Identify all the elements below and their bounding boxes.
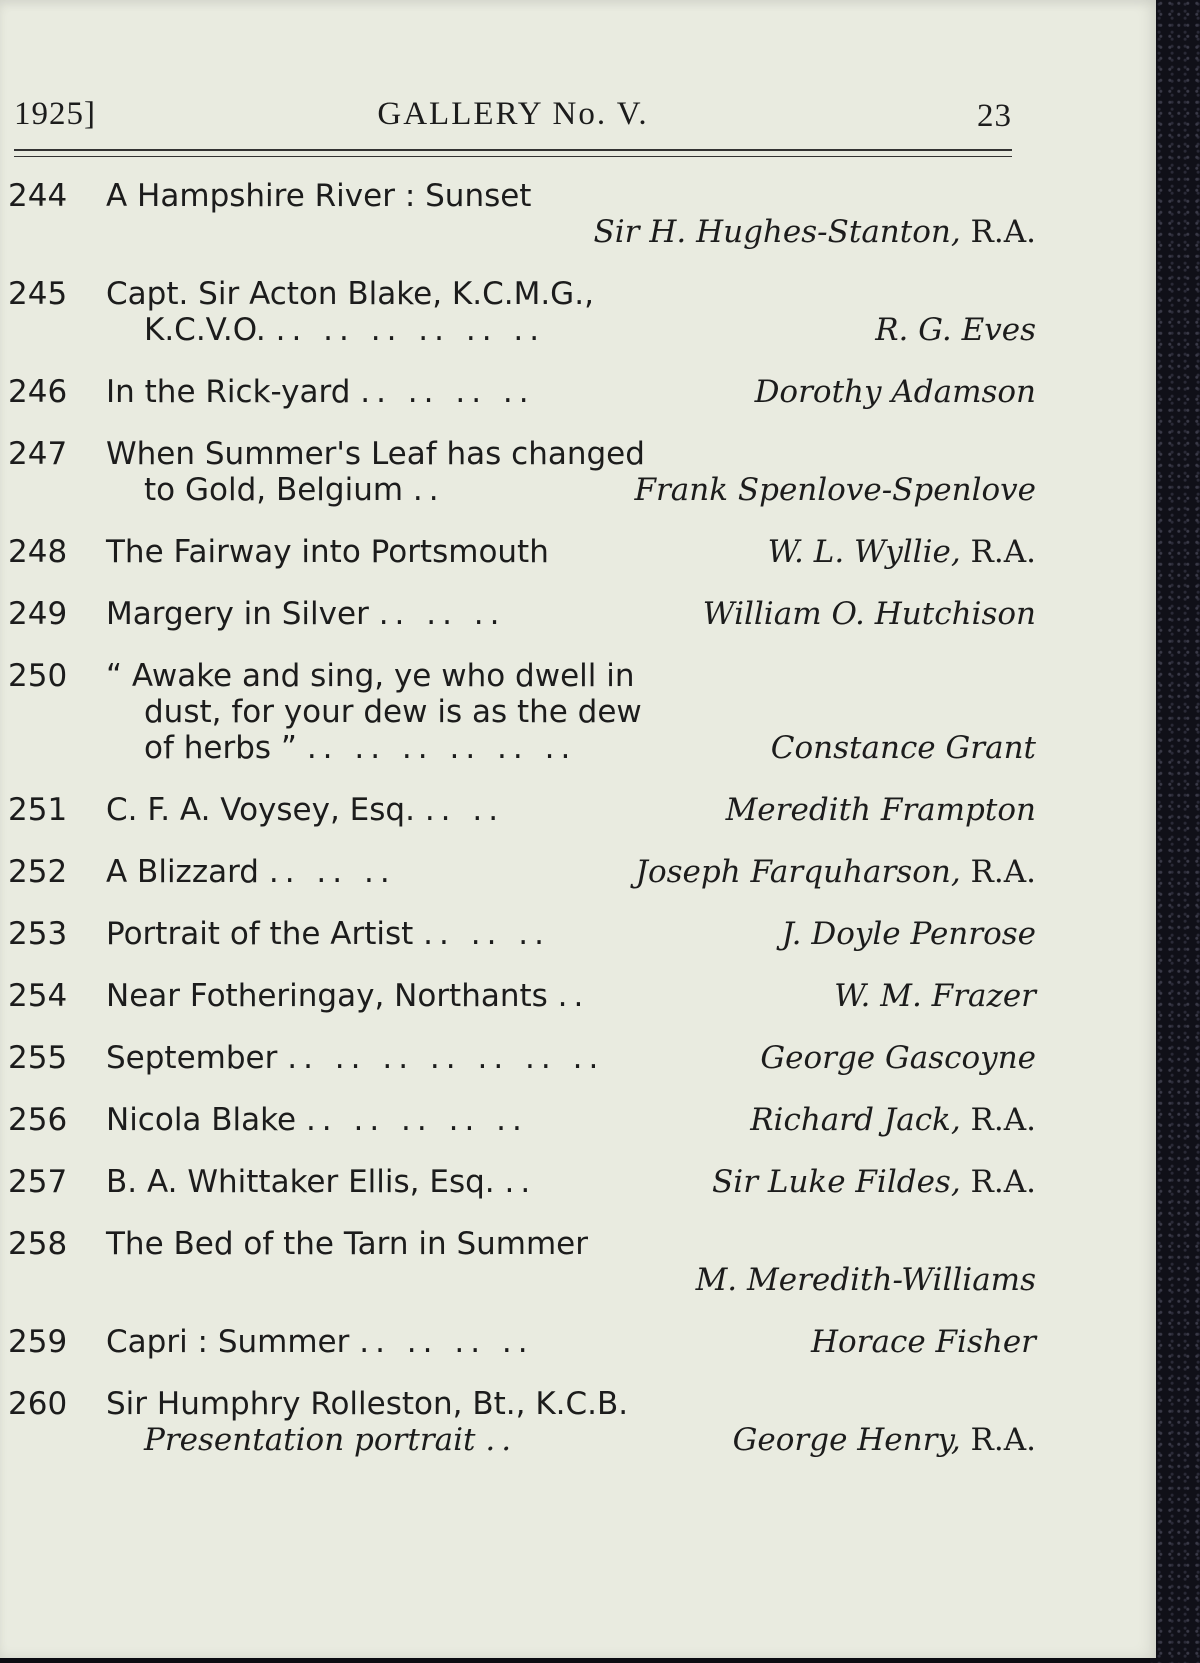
entry-title-line: of herbs ” .. .. .. .. .. .. (144, 730, 577, 766)
entry-number: 250 (8, 658, 68, 694)
entry-line (8, 178, 1036, 214)
artist-honour: R.A. (960, 1164, 1036, 1200)
entry-title-line: Portrait of the Artist .. .. .. (106, 916, 551, 952)
entry-line (8, 1102, 1036, 1138)
entry-line (8, 1262, 1036, 1298)
artist-name (733, 1422, 1036, 1458)
artist-honour: R.A. (960, 534, 1036, 570)
entry-title-line: dust, for your dew is as the dew (144, 694, 642, 730)
artist-text: Dorothy Adamson (754, 374, 1036, 410)
header-title: GALLERY No. V. (377, 96, 649, 132)
artist-name (760, 1040, 1036, 1076)
artist-name (750, 1102, 1036, 1138)
artist-name (594, 214, 1036, 250)
entry-line (8, 792, 1036, 828)
artist-honour: R.A. (960, 214, 1036, 250)
entry-number: 247 (8, 436, 68, 472)
entry-title-line: September .. .. .. .. .. .. .. (106, 1040, 605, 1076)
artist-text: Horace Fisher (810, 1324, 1036, 1360)
catalogue-entry (8, 1164, 1036, 1200)
leader-dots: .. .. .. (423, 916, 551, 952)
entry-title-line: The Bed of the Tarn in Summer (106, 1226, 588, 1262)
catalogue-entry (8, 1386, 1036, 1458)
artist-name (875, 312, 1036, 348)
entry-line (8, 436, 1036, 472)
catalogue-entry (8, 916, 1036, 952)
artist-name (634, 472, 1036, 508)
catalogue-entry (8, 534, 1036, 570)
catalogue-entry (8, 658, 1036, 766)
artist-name (726, 792, 1036, 828)
artist-name (834, 978, 1036, 1014)
entry-title-line: Capri : Summer .. .. .. .. (106, 1324, 534, 1360)
entry-title-line: K.C.V.O. .. .. .. .. .. .. (144, 312, 546, 348)
entry-number: 248 (8, 534, 68, 570)
page-number: 23 (977, 98, 1012, 134)
entry-number: 249 (8, 596, 68, 632)
entry-line (8, 534, 1036, 570)
entry-line (8, 730, 1036, 766)
leader-dots: .. (504, 1164, 537, 1200)
catalogue-entry (8, 792, 1036, 828)
leader-dots: .. .. .. .. .. .. .. (287, 1040, 605, 1076)
artist-name (782, 916, 1036, 952)
catalogue-entry (8, 1324, 1036, 1360)
entry-title-line: B. A. Whittaker Ellis, Esq. .. (106, 1164, 537, 1200)
entry-title-line: Near Fotheringay, Northants .. (106, 978, 590, 1014)
entry-title-line: “ Awake and sing, ye who dwell in (106, 658, 635, 694)
artist-text: Sir Luke Fildes, (712, 1164, 961, 1200)
entry-list (8, 178, 1036, 1484)
catalogue-entry (8, 854, 1036, 890)
entry-title-line: Nicola Blake .. .. .. .. .. (106, 1102, 528, 1138)
entry-number: 255 (8, 1040, 68, 1076)
entry-title-line: In the Rick-yard .. .. .. .. (106, 374, 535, 410)
entry-line (8, 694, 1036, 730)
artist-name (636, 854, 1036, 890)
leader-dots: .. .. .. .. .. .. (275, 312, 546, 348)
entry-line (8, 854, 1036, 890)
artist-text: Joseph Farquharson, (635, 854, 961, 890)
entry-line (8, 1040, 1036, 1076)
artist-text: Frank Spenlove-Spenlove (634, 472, 1036, 508)
entry-line (8, 1386, 1036, 1422)
entry-title-line: When Summer's Leaf has changed (106, 436, 645, 472)
dark-background (1150, 0, 1200, 1663)
entry-number: 253 (8, 916, 68, 952)
leader-dots: .. (557, 978, 590, 1014)
entry-line (8, 276, 1036, 312)
entry-number: 259 (8, 1324, 68, 1360)
entry-number: 252 (8, 854, 68, 890)
entry-title-line: Sir Humphry Rolleston, Bt., K.C.B. (106, 1386, 629, 1422)
artist-text: W. M. Frazer (834, 978, 1036, 1014)
leader-dots: .. .. .. (378, 596, 506, 632)
artist-text: Meredith Frampton (725, 792, 1036, 828)
entry-line (8, 1324, 1036, 1360)
artist-honour: R.A. (960, 1102, 1036, 1138)
entry-number: 257 (8, 1164, 68, 1200)
entry-title-line: A Blizzard .. .. .. (106, 854, 396, 890)
page-header (14, 92, 1012, 136)
entry-number: 246 (8, 374, 68, 410)
artist-name (696, 1262, 1036, 1298)
artist-text: George Gascoyne (760, 1040, 1036, 1076)
entry-line (8, 374, 1036, 410)
entry-line (8, 312, 1036, 348)
leader-dots: .. .. .. .. .. (305, 1102, 528, 1138)
entry-number: 251 (8, 792, 68, 828)
entry-number: 260 (8, 1386, 68, 1422)
entry-line (8, 1422, 1036, 1458)
entry-line (8, 978, 1036, 1014)
artist-text: George Henry, (732, 1422, 961, 1458)
entry-line (8, 596, 1036, 632)
artist-text: Sir H. Hughes-Stanton, (593, 214, 961, 250)
entry-line (8, 658, 1036, 694)
entry-title-line: Capt. Sir Acton Blake, K.C.M.G., (106, 276, 594, 312)
artist-text: William O. Hutchison (702, 596, 1036, 632)
entry-number: 258 (8, 1226, 68, 1262)
leader-dots: .. .. .. (268, 854, 396, 890)
entry-title-line: C. F. A. Voysey, Esq. .. .. (106, 792, 505, 828)
artist-honour: R.A. (960, 854, 1036, 890)
entry-number: 256 (8, 1102, 68, 1138)
leader-dots: .. (412, 472, 445, 508)
entry-title-line: A Hampshire River : Sunset (106, 178, 532, 214)
catalogue-entry (8, 436, 1036, 508)
header-year: 1925] (14, 96, 96, 132)
artist-text: J. Doyle Penrose (781, 916, 1036, 952)
catalogue-entry (8, 1226, 1036, 1298)
leader-dots: .. (485, 1422, 518, 1458)
entry-line (8, 916, 1036, 952)
catalogue-entry (8, 374, 1036, 410)
entry-number: 245 (8, 276, 68, 312)
artist-text: Richard Jack, (750, 1102, 961, 1138)
entry-line (8, 214, 1036, 250)
catalogue-entry (8, 178, 1036, 250)
artist-name (811, 1324, 1036, 1360)
entry-line (8, 472, 1036, 508)
catalogue-entry (8, 1102, 1036, 1138)
entry-line (8, 1226, 1036, 1262)
entry-line (8, 1164, 1036, 1200)
entry-title-line: Margery in Silver .. .. .. (106, 596, 506, 632)
artist-name (771, 730, 1036, 766)
entry-title-line: to Gold, Belgium .. (144, 472, 445, 508)
entry-number: 254 (8, 978, 68, 1014)
artist-text: R. G. Eves (875, 312, 1036, 348)
artist-text: W. L. Wyllie, (767, 534, 961, 570)
catalogue-entry (8, 1040, 1036, 1076)
artist-text: Constance Grant (770, 730, 1036, 766)
artist-name (755, 374, 1036, 410)
artist-name (703, 596, 1036, 632)
artist-text: M. Meredith-Williams (695, 1262, 1036, 1298)
entry-title-line: The Fairway into Portsmouth (106, 534, 549, 570)
entry-title-line: Presentation portrait .. (144, 1422, 518, 1458)
catalogue-entry (8, 596, 1036, 632)
header-rule (14, 149, 1012, 157)
leader-dots: .. .. .. .. .. .. (306, 730, 577, 766)
artist-name (768, 534, 1036, 570)
leader-dots: .. .. .. .. (360, 374, 535, 410)
leader-dots: .. .. .. .. (359, 1324, 534, 1360)
entry-number: 244 (8, 178, 68, 214)
catalogue-entry (8, 276, 1036, 348)
leader-dots: .. .. (424, 792, 505, 828)
artist-name (712, 1164, 1036, 1200)
catalogue-entry (8, 978, 1036, 1014)
artist-honour: R.A. (960, 1422, 1036, 1458)
